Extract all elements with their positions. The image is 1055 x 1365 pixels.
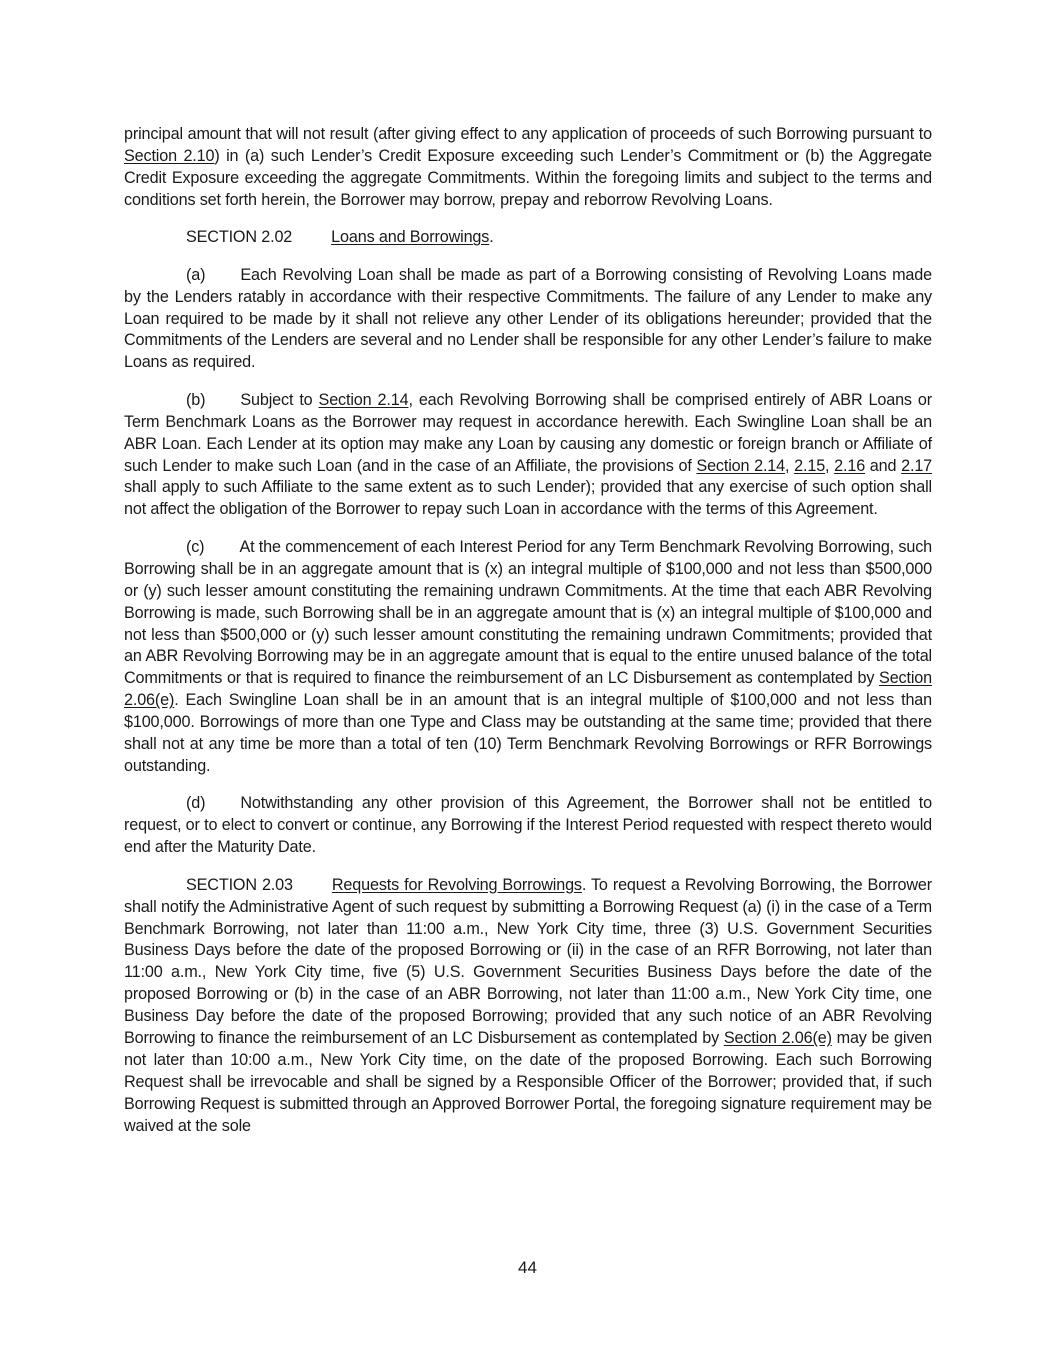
section-2-02-number: SECTION 2.02 (186, 228, 293, 247)
section-2-15-reference[interactable]: 2.15 (794, 456, 826, 475)
paragraph-b (124, 390, 932, 521)
paragraph-d (124, 793, 932, 859)
intro-text-1: principal amount that will not result (after giving effect to any application of proceeds of such Borrowing pursuant to (124, 125, 932, 143)
paragraph-c-label: (c) (186, 537, 205, 556)
section-2-03-paragraph (124, 875, 932, 1138)
section-2-02-title: Loans and Borrowings (331, 228, 490, 247)
page-number: 44 (518, 1258, 537, 1277)
section-2-06e-reference[interactable]: Section 2.06(e) (124, 669, 932, 710)
document-page-body (124, 124, 932, 1153)
section-2-03-title: Requests for Revolving Borrowings (331, 875, 582, 894)
paragraph-a (124, 265, 932, 375)
section-2-10-reference[interactable]: Section 2.10 (124, 146, 215, 165)
section-2-14-reference[interactable]: Section 2.14 (318, 390, 409, 409)
paragraph-b-text-1: Subject to (240, 390, 319, 409)
section-2-16-reference[interactable]: 2.16 (834, 456, 866, 475)
intro-paragraph (124, 124, 932, 212)
section-2-17-reference[interactable]: 2.17 (901, 456, 933, 475)
section-2-06e-reference-2[interactable]: Section 2.06(e) (723, 1029, 832, 1048)
paragraph-b-label: (b) (186, 390, 206, 409)
section-2-03-text-1: . To request a Revolving Borrowing, the Borrower shall notify the Administrative Agent of such request by submitting a Borrowing Request (a) (i) in the case of a Term Benchmark Borrowing, not later than 11:00 a.m., New York City time, three (3) U.S. Government Securities Business Days before the date of the proposed Borrowing or (ii) in the case of an RFR Borrowing, not later than 11:00 a.m., New York City time, five (5) U.S. Government Securities Business Days before the date of the proposed Borrowing or (b) in the case of an ABR Borrowing, not later than 11:00 a.m., New York City time, one Business Day before the date of the proposed Borrowing; provided that any such notice of an ABR Revolving Borrowing to finance the reimbursement of an LC Disbursement as contemplated by (124, 875, 933, 1048)
paragraph-d-text: Notwithstanding any other provision of this Agreement, the Borrower shall not be entitled to request, or to elect to convert or continue, any Borrowing if the Interest Period requested with respect thereto would end after the Maturity Date. (124, 794, 932, 857)
paragraph-a-text: Each Revolving Loan shall be made as part of a Borrowing consisting of Revolving Loans made by the Lenders ratably in accordance with their respective Commitments. The failure of any Lender to make any Loan required to be made by it shall not relieve any other Lender of its obligations hereunder; provided that the Commitments of the Lenders are several and no Lender shall be responsible for any other Lender’s failure to make Loans as required. (124, 265, 932, 372)
paragraph-b-text-2: , each Revolving Borrowing shall be comprised entirely of ABR Loans or Term Benchmark Loans as the Borrower may request in accordance herewith. Each Swingline Loan shall be an ABR Loan. Each Lender at its option may make any Loan by causing any domestic or foreign branch or Affiliate of such Lender to make such Loan (and in the case of an Affiliate, the provisions of (124, 390, 932, 475)
paragraph-b-separator-2: , (825, 456, 835, 475)
paragraph-b-separator-3: and (865, 456, 902, 475)
paragraph-b-text-3: shall apply to such Affiliate to the same extent as to such Lender); provided that any exercise of such option shall not affect the obligation of the Borrower to repay such Loan in accordance with the terms of this Agreement. (124, 478, 932, 519)
paragraph-d-label: (d) (186, 794, 206, 813)
paragraph-a-label: (a) (186, 265, 206, 284)
section-2-02-heading (124, 227, 932, 249)
paragraph-c-text-2: . Each Swingline Loan shall be in an amount that is an integral multiple of $100,000 and not less than $100,000. Borrowings of more than one Type and Class may be outstanding at the same time; provided that there shall not at any time be more than a total of ten (10) Term Benchmark Revolving Borrowings or RFR Borrowings outstanding. (124, 691, 932, 775)
paragraph-c-text-1: At the commencement of each Interest Period for any Term Benchmark Revolving Borrowing, such Borrowing shall be in an aggregate amount that is (x) an integral multiple of $100,000 and not less than $500,000 or (y) such lesser amount constituting the remaining undrawn Commitments. At the time that each ABR Revolving Borrowing is made, such Borrowing shall be in an aggregate amount that is (x) an integral multiple of $100,000 and not less than $500,000 or (y) such lesser amount constituting the remaining undrawn Commitments; provided that an ABR Revolving Borrowing may be in an aggregate amount that is equal to the entire unused balance of the total Commitments or that is required to finance the reimbursement of an LC Disbursement as contemplated by (124, 537, 932, 688)
paragraph-b-separator-1: , (785, 456, 795, 475)
section-2-03-number: SECTION 2.03 (186, 875, 293, 894)
section-2-03-text-2: may be given not later than 10:00 a.m., New York City time, on the date of the proposed Borrowing. Each such Borrowing Request shall be irrevocable and shall be signed by a Responsible Officer of the Borrower; provided that, if such Borrowing Request is submitted through an Approved Borrower Portal, the foregoing signature requirement may be waived at the sole (124, 1029, 933, 1135)
intro-text-2: ) in (a) such Lender’s Credit Exposure exceeding such Lender’s Commitment or (b) the Aggregate Credit Exposure exceeding the aggregate Commitments. Within the foregoing limits and subject to the terms and conditions set forth herein, the Borrower may borrow, prepay and reborrow Revolving Loans. (124, 146, 932, 209)
paragraph-c (124, 537, 932, 778)
section-2-02-title-end: . (489, 228, 494, 247)
section-2-14-reference-2[interactable]: Section 2.14 (696, 456, 786, 475)
